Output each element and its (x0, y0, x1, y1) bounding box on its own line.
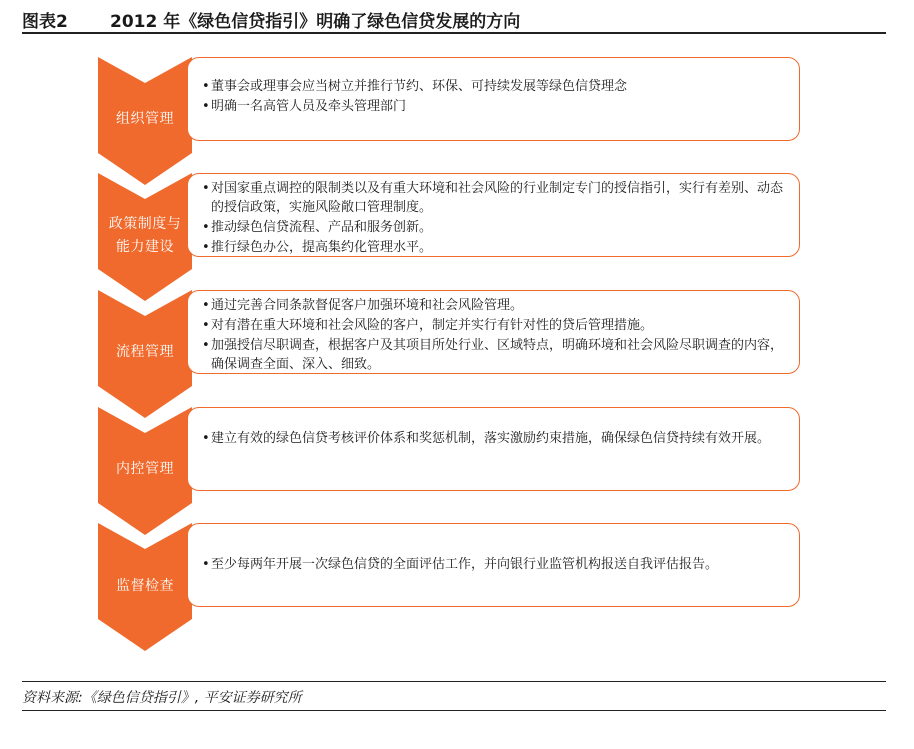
step-label-text: 组织管理 (116, 111, 174, 127)
content-box-internal-control (187, 407, 800, 491)
bullet-item: • 明确一名高管人员及牵头管理部门 (202, 97, 789, 116)
bullet-item: • 至少每两年开展一次绿色信贷的全面评估工作，并向银行业监管机构报送自我评估报告。 (202, 555, 789, 574)
figure-label: 图表2 (22, 12, 68, 32)
step-label-process (98, 341, 192, 364)
bullet-item: • 推动绿色信贷流程、产品和服务创新。 (202, 218, 789, 237)
content-box-process (187, 290, 800, 374)
step-label-text: 政策制度与能力建设 (108, 216, 182, 255)
content-box-policy (187, 173, 800, 257)
step-label-internal-control (98, 458, 192, 481)
figure-header (22, 4, 886, 34)
bullet-item: • 加强授信尽职调查，根据客户及其项目所处行业、区域特点，明确环境和社会风险尽职调查的内容，确保调查全面、深入、细致。 (202, 336, 789, 374)
step-label-text: 流程管理 (116, 344, 174, 360)
step-label-policy (98, 213, 192, 259)
bullet-item: • 推行绿色办公，提高集约化管理水平。 (202, 238, 789, 257)
source-note: 资料来源:《绿色信贷指引》, 平安证券研究所 (22, 690, 302, 706)
bullet-item: • 对有潜在重大环境和社会风险的客户，制定并实行有针对性的贷后管理措施。 (202, 316, 789, 335)
content-box-supervision (187, 523, 800, 607)
bullet-item: • 建立有效的绿色信贷考核评价体系和奖惩机制，落实激励约束措施，确保绿色信贷持续有效开展。 (202, 429, 789, 448)
step-label-supervision (98, 575, 192, 598)
step-label-organization (98, 108, 192, 131)
figure-footer (22, 681, 886, 711)
step-label-text: 内控管理 (116, 461, 174, 477)
content-box-organization (187, 57, 800, 141)
bullet-item: • 对国家重点调控的限制类以及有重大环境和社会风险的行业制定专门的授信指引，实行有差别、动态的授信政策，实施风险敞口管理制度。 (202, 179, 789, 217)
bullet-item: • 董事会或理事会应当树立并推行节约、环保、可持续发展等绿色信贷理念 (202, 77, 789, 96)
figure-title: 2012 年《绿色信贷指引》明确了绿色信贷发展的方向 (110, 12, 521, 32)
bullet-item: • 通过完善合同条款督促客户加强环境和社会风险管理。 (202, 296, 789, 315)
step-label-text: 监督检查 (116, 578, 174, 594)
